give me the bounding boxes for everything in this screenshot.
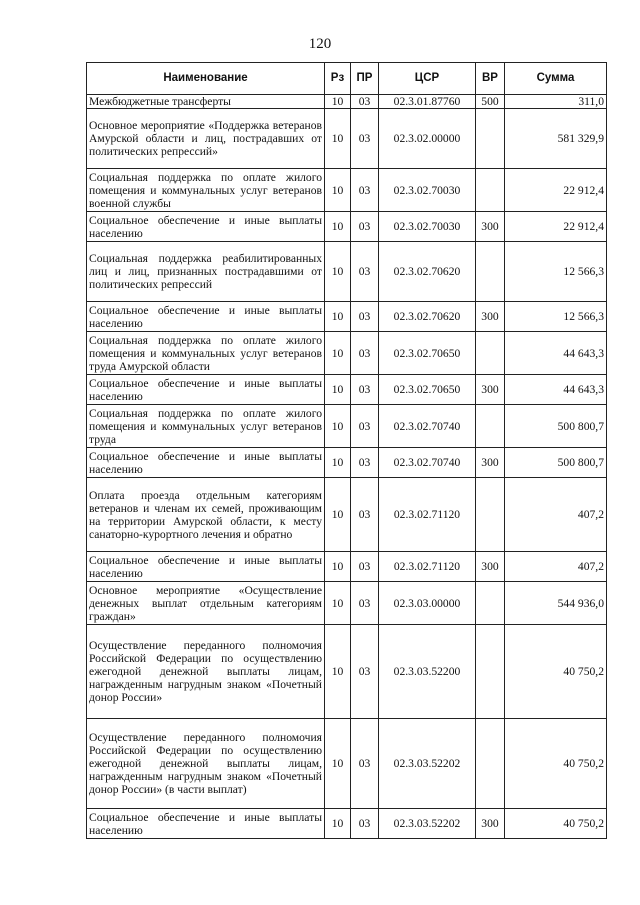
table-row [87, 625, 607, 719]
cell-pr: 03 [351, 809, 379, 839]
table-row [87, 719, 607, 809]
table-row [87, 302, 607, 332]
cell-sum: 500 800,7 [505, 448, 607, 478]
cell-csr: 02.3.02.70740 [379, 448, 476, 478]
cell-rz: 10 [325, 212, 351, 242]
cell-rz: 10 [325, 109, 351, 169]
cell-vr: 300 [476, 552, 505, 582]
cell-sum: 40 750,2 [505, 809, 607, 839]
cell-csr: 02.3.02.70030 [379, 169, 476, 212]
cell-csr: 02.3.03.52200 [379, 625, 476, 719]
cell-vr: 300 [476, 448, 505, 478]
cell-csr: 02.3.02.70740 [379, 405, 476, 448]
cell-name: Социальное обеспечение и иные выплаты населению [87, 809, 325, 839]
table-row [87, 405, 607, 448]
cell-name: Оплата проезда отдельным категориям ветеранов и членам их семей, проживающим на территории Амурской области, к месту санаторно-курортного лечения и обратно [87, 478, 325, 552]
header-sum: Сумма [505, 63, 607, 95]
cell-rz: 10 [325, 478, 351, 552]
cell-csr: 02.3.02.70620 [379, 302, 476, 332]
cell-rz: 10 [325, 95, 351, 109]
cell-name: Социальное обеспечение и иные выплаты населению [87, 552, 325, 582]
cell-pr: 03 [351, 109, 379, 169]
cell-vr [476, 719, 505, 809]
page-number: 120 [308, 36, 332, 52]
budget-table [86, 62, 607, 839]
cell-pr: 03 [351, 302, 379, 332]
cell-rz: 10 [325, 448, 351, 478]
cell-name: Основное мероприятие «Поддержка ветеранов Амурской области и лиц, пострадавших от политических репрессий» [87, 109, 325, 169]
cell-vr: 300 [476, 375, 505, 405]
cell-sum: 22 912,4 [505, 212, 607, 242]
cell-sum: 407,2 [505, 478, 607, 552]
cell-sum: 311,0 [505, 95, 607, 109]
cell-rz: 10 [325, 625, 351, 719]
cell-name: Социальное обеспечение и иные выплаты населению [87, 375, 325, 405]
header-name: Наименование [87, 63, 325, 95]
cell-sum: 22 912,4 [505, 169, 607, 212]
cell-name: Социальное обеспечение и иные выплаты населению [87, 448, 325, 478]
header-pr: ПР [351, 63, 379, 95]
cell-pr: 03 [351, 375, 379, 405]
table-row [87, 242, 607, 302]
cell-rz: 10 [325, 719, 351, 809]
table-body [87, 95, 607, 839]
cell-sum: 544 936,0 [505, 582, 607, 625]
cell-csr: 02.3.01.87760 [379, 95, 476, 109]
table-row [87, 582, 607, 625]
cell-pr: 03 [351, 332, 379, 375]
table-row [87, 169, 607, 212]
cell-pr: 03 [351, 719, 379, 809]
cell-sum: 581 329,9 [505, 109, 607, 169]
cell-vr [476, 478, 505, 552]
table-header-row [87, 63, 607, 95]
cell-name: Социальная поддержка по оплате жилого помещения и коммунальных услуг ветеранов труда Амурской области [87, 332, 325, 375]
cell-pr: 03 [351, 478, 379, 552]
header-csr: ЦСР [379, 63, 476, 95]
cell-vr: 300 [476, 809, 505, 839]
cell-csr: 02.3.02.71120 [379, 552, 476, 582]
cell-rz: 10 [325, 405, 351, 448]
cell-vr: 500 [476, 95, 505, 109]
cell-sum: 40 750,2 [505, 625, 607, 719]
cell-name: Социальная поддержка по оплате жилого помещения и коммунальных услуг ветеранов труда [87, 405, 325, 448]
cell-csr: 02.3.02.70650 [379, 332, 476, 375]
cell-rz: 10 [325, 552, 351, 582]
cell-csr: 02.3.02.70620 [379, 242, 476, 302]
cell-csr: 02.3.03.00000 [379, 582, 476, 625]
cell-pr: 03 [351, 95, 379, 109]
cell-csr: 02.3.02.70650 [379, 375, 476, 405]
cell-csr: 02.3.03.52202 [379, 719, 476, 809]
cell-name: Социальная поддержка по оплате жилого помещения и коммунальных услуг ветеранов военной службы [87, 169, 325, 212]
header-rz: Рз [325, 63, 351, 95]
cell-vr [476, 405, 505, 448]
cell-sum: 44 643,3 [505, 375, 607, 405]
cell-rz: 10 [325, 809, 351, 839]
cell-pr: 03 [351, 212, 379, 242]
cell-rz: 10 [325, 169, 351, 212]
cell-name: Осуществление переданного полномочия Российской Федерации по осуществлению ежегодной денежной выплаты лицам, награжденным нагрудным знаком «Почетный донор России» [87, 625, 325, 719]
cell-pr: 03 [351, 448, 379, 478]
cell-name: Основное мероприятие «Осуществление денежных выплат отдельным категориям граждан» [87, 582, 325, 625]
cell-pr: 03 [351, 169, 379, 212]
cell-vr [476, 169, 505, 212]
cell-rz: 10 [325, 582, 351, 625]
table-row [87, 448, 607, 478]
cell-csr: 02.3.02.71120 [379, 478, 476, 552]
cell-name: Социальная поддержка реабилитированных лиц и лиц, признанных пострадавшими от политических репрессий [87, 242, 325, 302]
cell-sum: 500 800,7 [505, 405, 607, 448]
cell-vr [476, 332, 505, 375]
table-row [87, 109, 607, 169]
cell-csr: 02.3.03.52202 [379, 809, 476, 839]
table-row [87, 809, 607, 839]
cell-pr: 03 [351, 405, 379, 448]
cell-csr: 02.3.02.70030 [379, 212, 476, 242]
cell-rz: 10 [325, 375, 351, 405]
cell-name: Социальное обеспечение и иные выплаты населению [87, 302, 325, 332]
cell-pr: 03 [351, 552, 379, 582]
cell-name: Межбюджетные трансферты [87, 95, 325, 109]
table-row [87, 95, 607, 109]
cell-rz: 10 [325, 302, 351, 332]
cell-name: Осуществление переданного полномочия Российской Федерации по осуществлению ежегодной денежной выплаты лицам, награжденным нагрудным знаком «Почетный донор России» (в части выплат) [87, 719, 325, 809]
cell-pr: 03 [351, 582, 379, 625]
cell-vr: 300 [476, 212, 505, 242]
cell-csr: 02.3.02.00000 [379, 109, 476, 169]
cell-name: Социальное обеспечение и иные выплаты населению [87, 212, 325, 242]
cell-pr: 03 [351, 625, 379, 719]
cell-sum: 407,2 [505, 552, 607, 582]
table-row [87, 478, 607, 552]
cell-sum: 40 750,2 [505, 719, 607, 809]
cell-vr: 300 [476, 302, 505, 332]
cell-rz: 10 [325, 332, 351, 375]
cell-vr [476, 109, 505, 169]
cell-sum: 44 643,3 [505, 332, 607, 375]
cell-pr: 03 [351, 242, 379, 302]
header-vr: ВР [476, 63, 505, 95]
table-row [87, 212, 607, 242]
cell-rz: 10 [325, 242, 351, 302]
table-row [87, 375, 607, 405]
cell-vr [476, 625, 505, 719]
cell-vr [476, 582, 505, 625]
table-row [87, 552, 607, 582]
cell-sum: 12 566,3 [505, 302, 607, 332]
table-row [87, 332, 607, 375]
cell-sum: 12 566,3 [505, 242, 607, 302]
cell-vr [476, 242, 505, 302]
